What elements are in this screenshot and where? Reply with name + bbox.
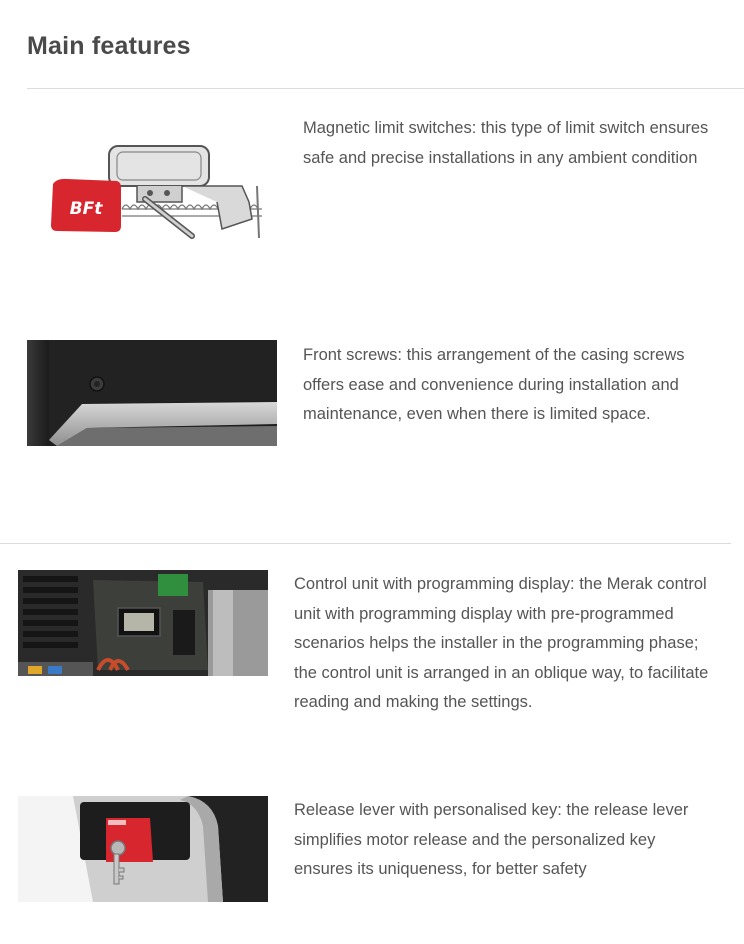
release-lever-image (18, 796, 268, 902)
bft-logo-text: BFt (69, 199, 103, 219)
section-divider (0, 543, 731, 544)
page-title: Main features (27, 32, 191, 60)
bft-logo-icon (51, 179, 121, 232)
feature-front-screws-text: Front screws: this arrangement of the casing screws offers ease and convenience during installation and maintenance, even when there is limited space. (303, 346, 685, 423)
control-unit-image (18, 570, 268, 676)
feature-control-unit-text: Control unit with programming display: the Merak control unit with programming display with pre-programmed scenarios helps the installer in the programming phase; the control unit is arranged in an oblique way, to facilitate reading and making the settings. (294, 575, 709, 711)
limit-switch-image (27, 114, 277, 254)
feature-limit-switch-text: Magnetic limit switches: this type of limit switch ensures safe and precise installations in any ambient condition (303, 119, 709, 167)
title-divider (27, 88, 744, 89)
feature-release-lever-text: Release lever with personalised key: the release lever simplifies motor release and the personalized key ensures its uniqueness, for better safety (294, 801, 689, 878)
front-screws-image (27, 340, 277, 446)
